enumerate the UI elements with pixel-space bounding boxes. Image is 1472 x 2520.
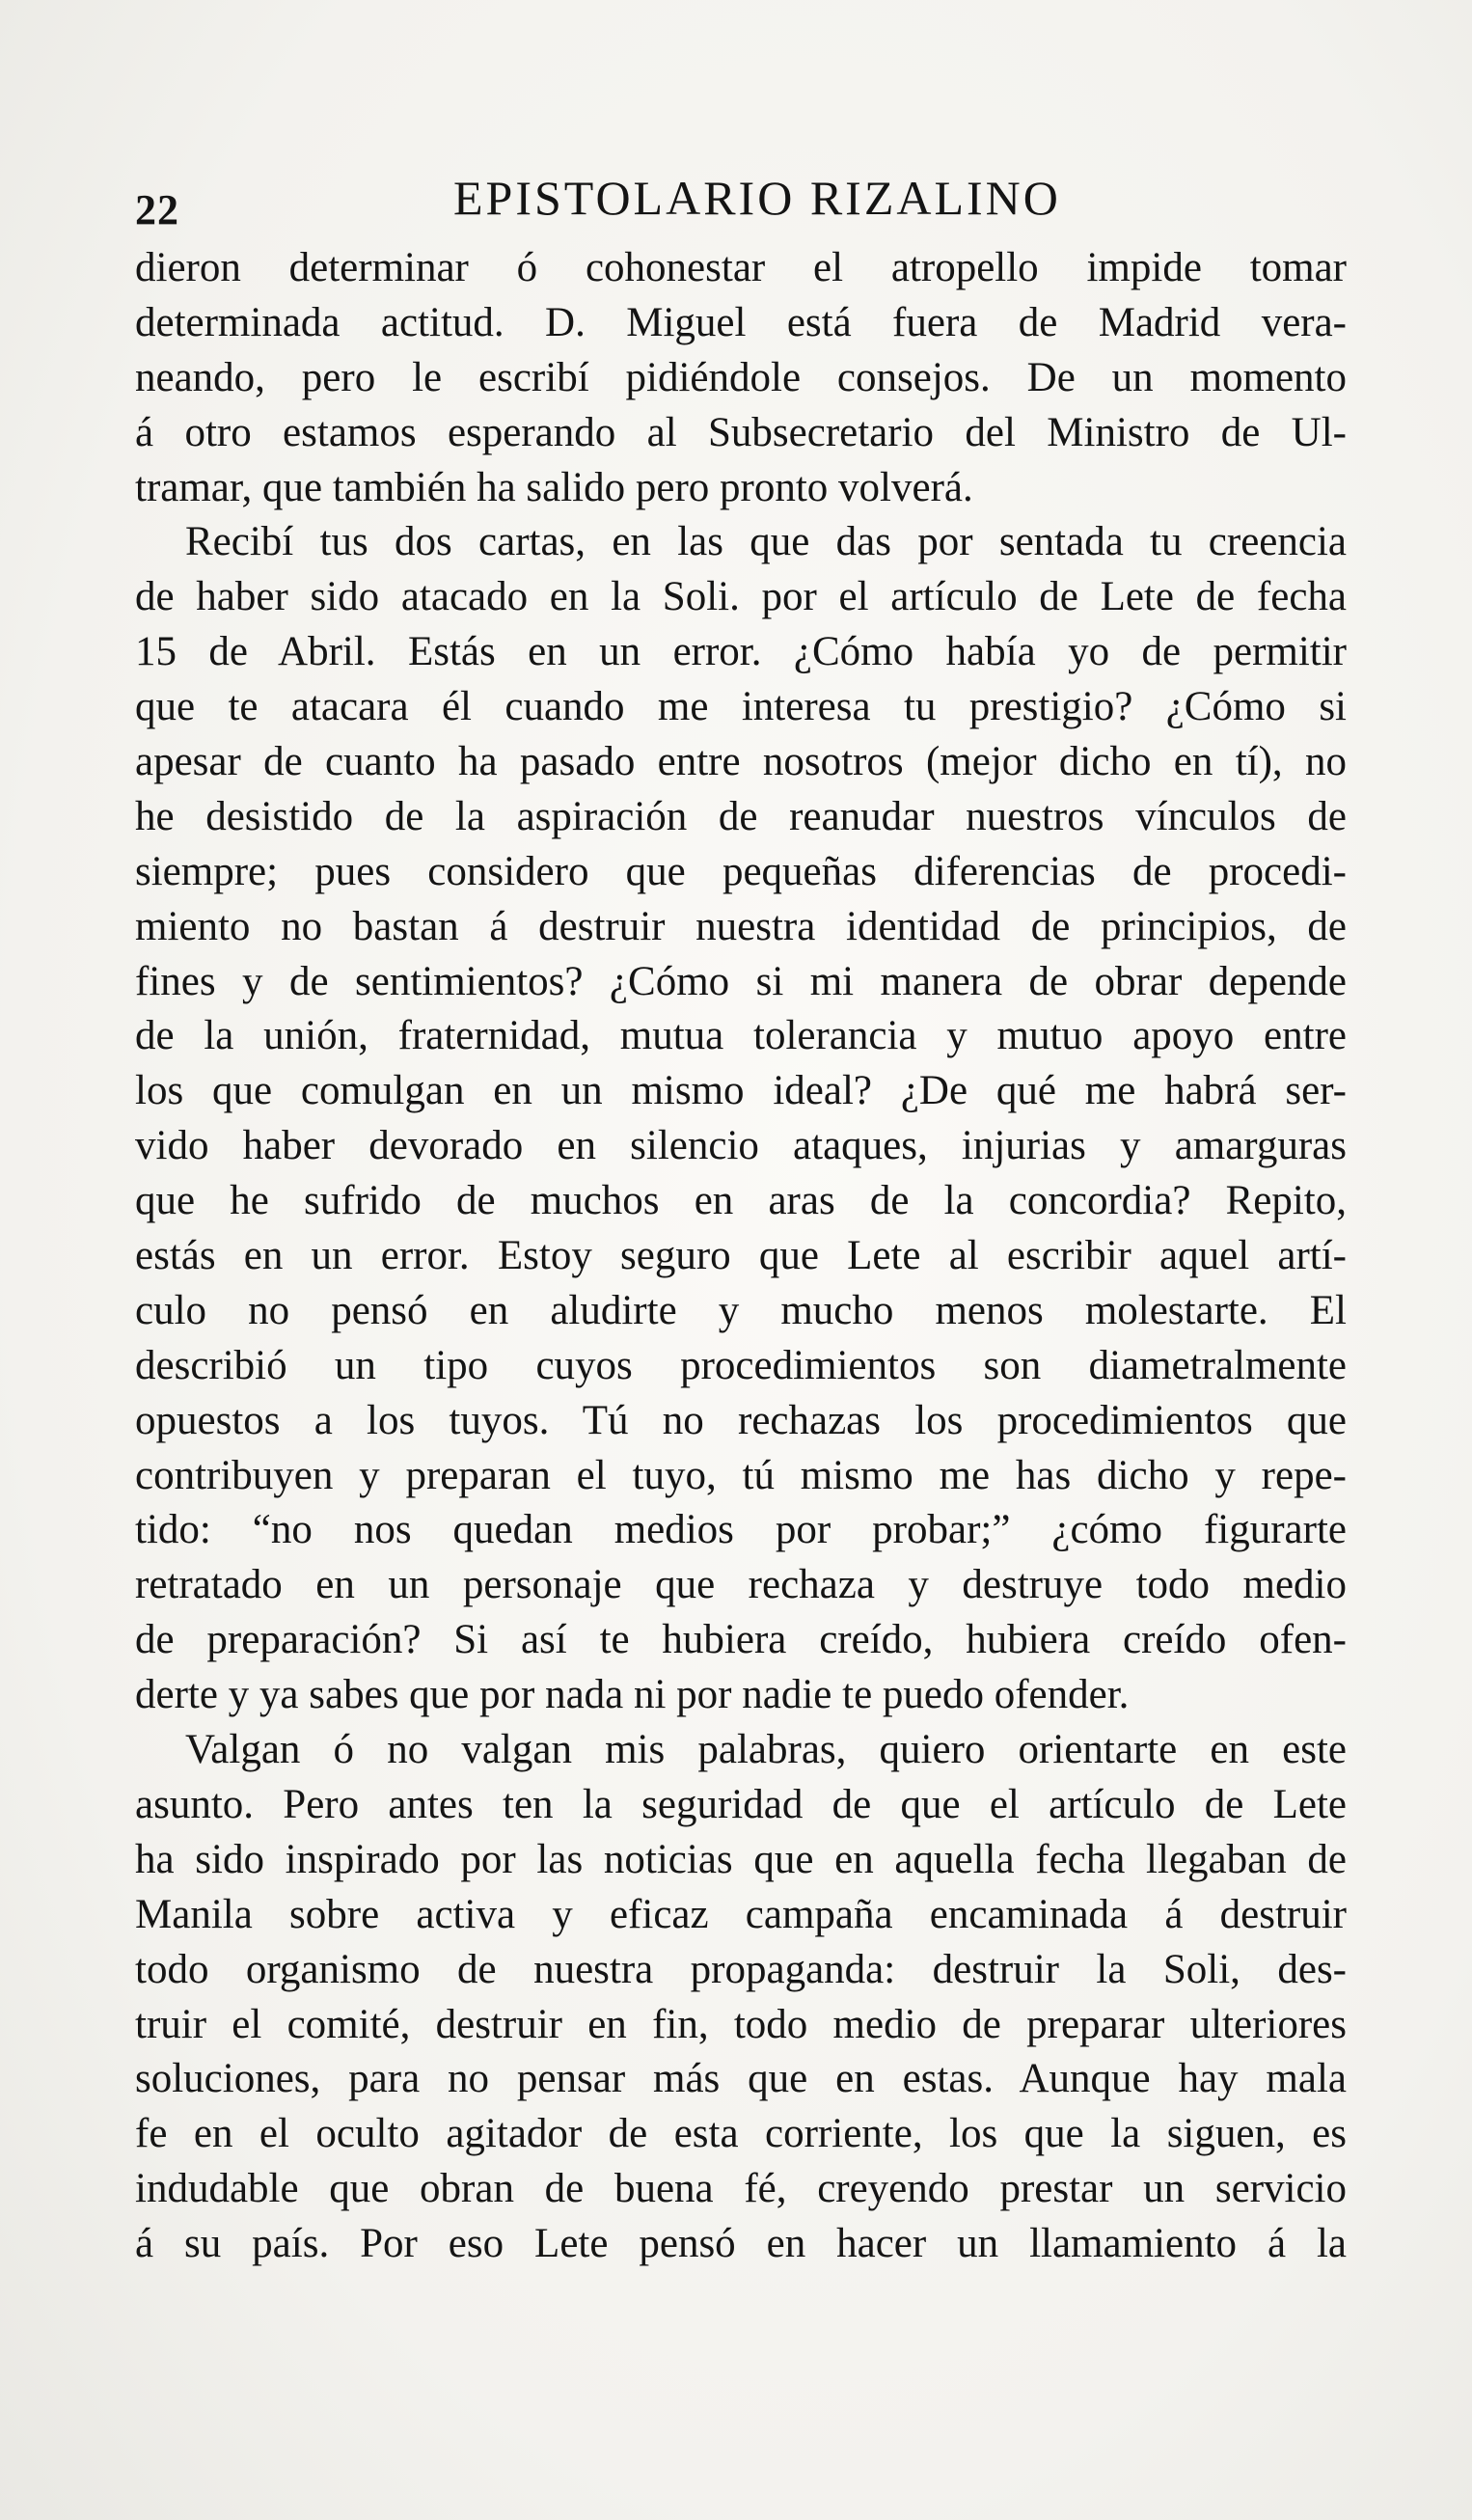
text-line: tramar, que también ha salido pero pronto volverá. — [135, 464, 973, 510]
text-line: miento no bastan á destruir nuestra identidad de principios, de — [135, 903, 1347, 949]
text-line: soluciones, para no pensar más que en estas. Aunque hay mala — [135, 2056, 1347, 2102]
paragraph-start-line: Valgan ó no valgan mis palabras, quiero orientarte en este — [185, 1727, 1347, 1773]
text-line: apesar de cuanto ha pasado entre nosotros (mejor dicho en tí), no — [135, 739, 1347, 785]
text-line: siempre; pues considero que pequeñas diferencias de procedi- — [135, 848, 1347, 894]
text-line: describió un tipo cuyos procedimientos son diametralmente — [135, 1342, 1347, 1388]
text-line: ha sido inspirado por las noticias que en aquella fecha llegaban de — [135, 1836, 1347, 1882]
text-line: determinada actitud. D. Miguel está fuera de Madrid vera- — [135, 299, 1347, 345]
text-line: opuestos a los tuyos. Tú no rechazas los procedimientos que — [135, 1397, 1347, 1443]
text-line: á su país. Por eso Lete pensó en hacer un llamamiento á la — [135, 2221, 1347, 2267]
text-line: 15 de Abril. Estás en un error. ¿Cómo había yo de permitir — [135, 629, 1347, 675]
text-line: de preparación? Si así te hubiera creído, hubiera creído ofen- — [135, 1617, 1347, 1663]
text-line: Manila sobre activa y eficaz campaña encaminada á destruir — [135, 1891, 1347, 1937]
paragraph-start-line: Recibí tus dos cartas, en las que das por sentada tu creencia — [185, 519, 1347, 565]
text-line: fines y de sentimientos? ¿Cómo si mi manera de obrar depende — [135, 958, 1347, 1004]
body-text — [135, 241, 1347, 2272]
text-line: fe en el oculto agitador de esta corriente, los que la siguen, es — [135, 2111, 1347, 2157]
text-line: dieron determinar ó cohonestar el atropello impide tomar — [135, 245, 1347, 290]
text-line: que te atacara él cuando me interesa tu prestigio? ¿Cómo si — [135, 684, 1347, 730]
text-line: á otro estamos esperando al Subsecretario del Ministro de Ul- — [135, 409, 1347, 455]
page-number: 22 — [135, 186, 179, 233]
text-line: derte y ya sabes que por nada ni por nadie te puedo ofender. — [135, 1672, 1130, 1718]
running-title: EPISTOLARIO RIZALINO — [453, 171, 1061, 225]
text-line: de haber sido atacado en la Soli. por el artículo de Lete de fecha — [135, 574, 1347, 620]
text-line: truir el comité, destruir en fin, todo medio de preparar ulteriores — [135, 2001, 1347, 2047]
text-line: todo organismo de nuestra propaganda: destruir la Soli, des- — [135, 1946, 1347, 1992]
text-line: retratado en un personaje que rechaza y destruye todo medio — [135, 1562, 1347, 1608]
text-line: neando, pero le escribí pidiéndole consejos. De un momento — [135, 354, 1347, 400]
text-line: vido haber devorado en silencio ataques, injurias y amarguras — [135, 1123, 1347, 1169]
text-line: tido: “no nos quedan medios por probar;” ¿cómo figurarte — [135, 1507, 1347, 1553]
text-line: he desistido de la aspiración de reanudar nuestros vínculos de — [135, 793, 1347, 839]
text-line: asunto. Pero antes ten la seguridad de que el artículo de Lete — [135, 1781, 1347, 1827]
text-line: los que comulgan en un mismo ideal? ¿De qué me habrá ser- — [135, 1068, 1347, 1114]
text-line: estás en un error. Estoy seguro que Lete al escribir aquel artí- — [135, 1233, 1347, 1279]
text-line: contribuyen y preparan el tuyo, tú mismo me has dicho y repe- — [135, 1452, 1347, 1498]
text-line: que he sufrido de muchos en aras de la concordia? Repito, — [135, 1178, 1347, 1224]
text-line: de la unión, fraternidad, mutua tolerancia y mutuo apoyo entre — [135, 1013, 1347, 1059]
text-line: culo no pensó en aludirte y mucho menos molestarte. El — [135, 1287, 1347, 1333]
text-line: indudable que obran de buena fé, creyendo prestar un servicio — [135, 2166, 1347, 2212]
